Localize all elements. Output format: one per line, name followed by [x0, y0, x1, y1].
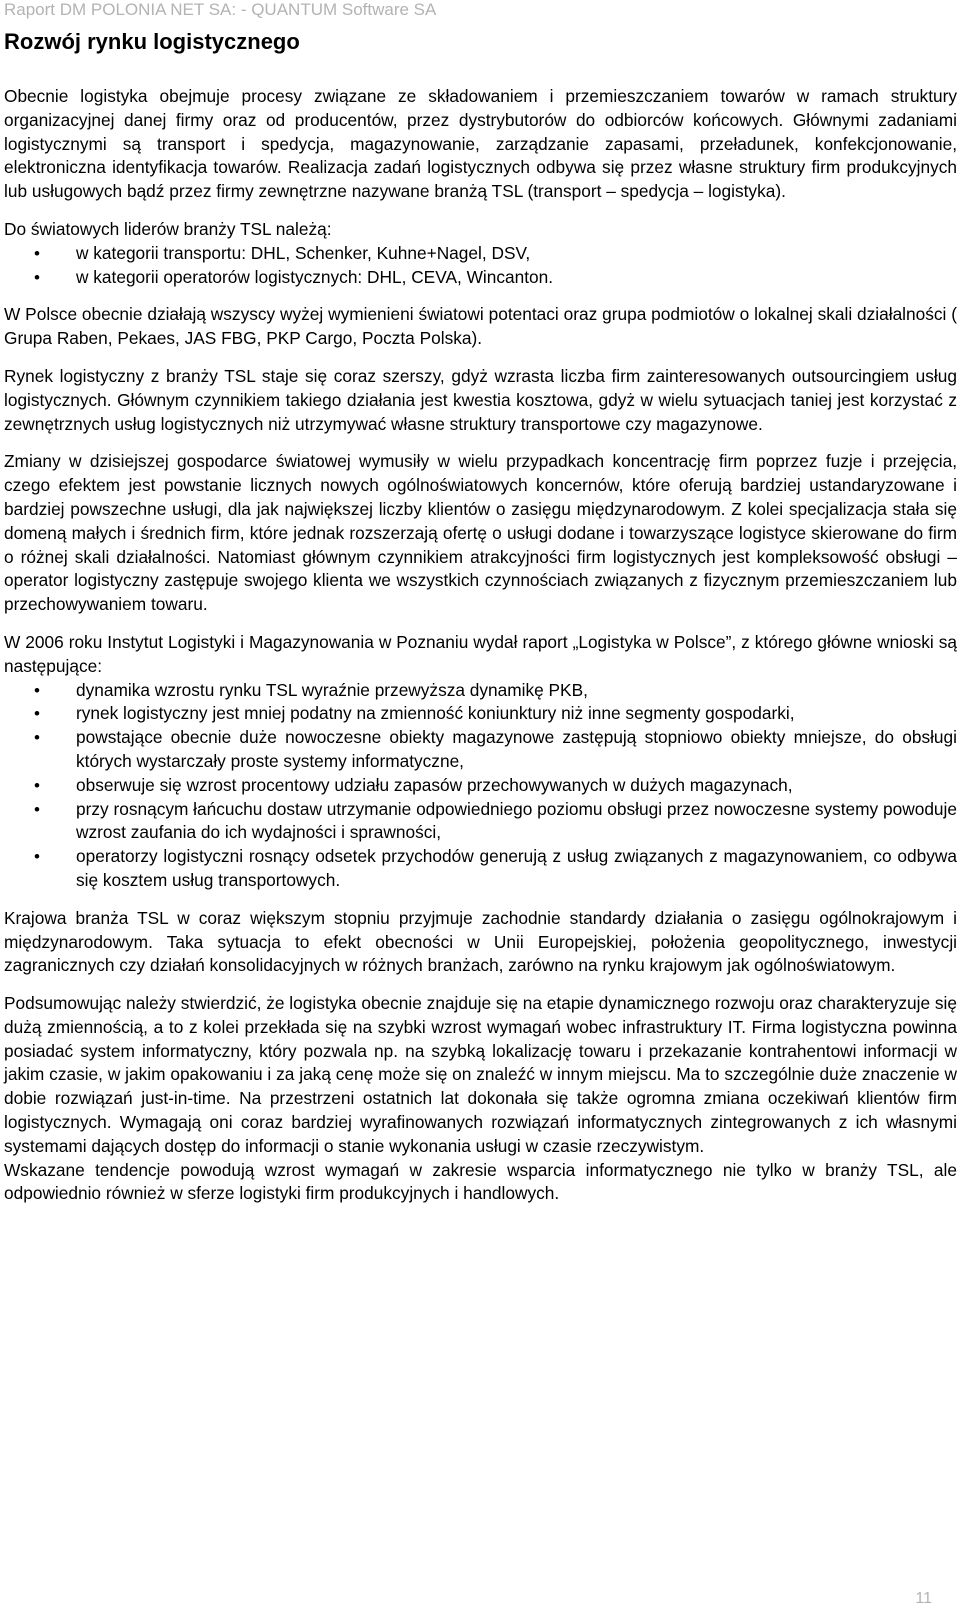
list-item: • dynamika wzrostu rynku TSL wyraźnie przewyższa dynamikę PKB, [4, 679, 957, 703]
bullet-icon: • [34, 704, 40, 724]
world-leaders-list [4, 242, 957, 290]
section-title: Rozwój rynku logistycznego [4, 29, 300, 54]
bullet-icon: • [34, 267, 40, 287]
list-item: • w kategorii transportu: DHL, Schenker, Kuhne+Nagel, DSV, [4, 242, 957, 266]
paragraph-world-leaders-intro: Do światowych liderów branży TSL należą: [4, 218, 332, 239]
bullet-icon: • [34, 775, 40, 795]
page-number: 11 [915, 1590, 932, 1607]
bullet-icon: • [34, 728, 40, 748]
list-item: • przy rosnącym łańcuchu dostaw utrzymanie odpowiedniego poziomu obsługi przez nowoczesne systemy powoduje wzrost zaufania do ich wydajności i sprawności, [34, 798, 957, 843]
report-conclusions-list [4, 679, 957, 893]
bullet-icon: • [34, 243, 40, 263]
list-item: • operatorzy logistyczni rosnący odsetek przychodów generują z usług związanych z magazynowaniem, co odbywa się kosztem usług transportowych. [34, 846, 957, 890]
paragraph-domestic-tsl: Krajowa branża TSL w coraz większym stopniu przyjmuje zachodnie standardy działania o zasięgu ogólnokrajowym i międzynarodowym. Taka sytuacja to efekt obecności w Unii Europejskiej, położenia geopolitycznego, inwestycji zagranicznych czy działań konsolidacyjnych w różnych branżach, zarówno na rynku krajowym jak ogólnoświatowym. [4, 907, 957, 976]
bullet-icon: • [34, 680, 40, 700]
paragraph-global-changes: Zmiany w dzisiejszej gospodarce światowej wymusiły w wielu przypadkach koncentrację firm poprzez fuzje i przejęcia, czego efektem jest powstanie licznych nowych ogólnoświatowych koncernów, które oferują bardziej ustandaryzowane i bardziej powszechne usługi, dla jak największej liczby klientów o zasięgu międzynarodowym. Z kolei specjalizacja stała się domeną małych i średnich firm, które jednak rozszerzają ofertę o usługi dodane i towarzyszące logistyce skierowane do firm o różnej skali działalności. Natomiast głównym czynnikiem atrakcyjności firm logistycznych jest kompleksowość obsługi – operator logistyczny zastępuje swojego klienta we wszystkich czynnościach związanych z fizycznym przemieszczaniem lub przechowywaniem towaru. [4, 451, 957, 615]
paragraph-outsourcing: Rynek logistyczny z branży TSL staje się coraz szerszy, gdyż wzrasta liczba firm zainteresowanych outsourcingiem usług logistycznych. Głównym czynnikiem takiego działania jest kwestia kosztowa, gdyż w wielu sytuacjach taniej jest korzystać z zewnętrznych usług logistycznych niż utrzymywać własne struktury transportowe czy magazynowe. [4, 365, 957, 434]
bullet-icon: • [34, 799, 40, 819]
bullet-icon: • [34, 847, 40, 867]
paragraph-poland-market: W Polsce obecnie działają wszyscy wyżej wymienieni światowi potentaci oraz grupa podmiotów o lokalnej skali działalności ( Grupa Raben, Pekaes, JAS FBG, PKP Cargo, Poczta Polska). [4, 304, 957, 349]
paragraph-report-2006-intro: W 2006 roku Instytut Logistyki i Magazynowania w Poznaniu wydał raport „Logistyka w Polsce”, z którego główne wnioski są następujące: [4, 631, 957, 676]
list-item: • rynek logistyczny jest mniej podatny na zmienność koniunktury niż inne segmenty gospodarki, [4, 702, 957, 726]
running-header: Raport DM POLONIA NET SA: - QUANTUM Software SA [4, 0, 437, 19]
paragraph-logistics-definition: Obecnie logistyka obejmuje procesy związane ze składowaniem i przemieszczaniem towarów w ramach struktury organizacyjnej danej firmy oraz od producentów, przez dystrybutorów do odbiorców końcowych. Głównymi zadaniami logistycznymi są transport i spedycja, magazynowanie, zarządzanie zapasami, przeładunek, konfekcjonowanie, elektroniczna identyfikacja towarów. Realizacja zadań logistycznych odbywa się przez własne struktury firm produkcyjnych lub usługowych bądź przez firmy zewnętrzne nazywane branżą TSL (transport – spedycja – logistyka). [4, 86, 957, 202]
list-item: • powstające obecnie duże nowoczesne obiekty magazynowe zastępują stopniowo obiekty mniejsze, do obsługi których wystarczały proste systemy informatyczne, [34, 727, 957, 771]
list-item: • obserwuje się wzrost procentowy udziału zapasów przechowywanych w dużych magazynach, [4, 774, 957, 798]
paragraph-tendencies: Wskazane tendencje powodują wzrost wymagań w zakresie wsparcia informatycznego nie tylko w branży TSL, ale odpowiednio również w sferze logistyki firm produkcyjnych i handlowych. [4, 1159, 957, 1204]
document-page [4, 0, 957, 1206]
paragraph-summary: Podsumowując należy stwierdzić, że logistyka obecnie znajduje się na etapie dynamicznego rozwoju oraz charakteryzuje się dużą zmiennością, a to z kolei przekłada się na szybki wzrost wymagań wobec infrastruktury IT. Firma logistyczna powinna posiadać system informatyczny, który pozwala np. na szybką lokalizację towaru i przekazanie kontrahentowi informacji w jakim czasie, w jakim opakowaniu i za jaką cenę może się on znaleźć w innym miejscu. Ma to szczególnie duże znaczenie w dobie rozwiązań just-in-time. Na przestrzeni ostatnich lat dokonała się także ogromna zmiana oczekiwań klientów firm logistycznych. Wymagają oni coraz bardziej wyrafinowanych rozwiązań informatycznych zintegrowanych z ich własnymi systemami dających dostęp do informacji o stanie wykonania usługi w czasie rzeczywistym. [4, 993, 957, 1156]
list-item: • w kategorii operatorów logistycznych: DHL, CEVA, Wincanton. [4, 266, 957, 290]
